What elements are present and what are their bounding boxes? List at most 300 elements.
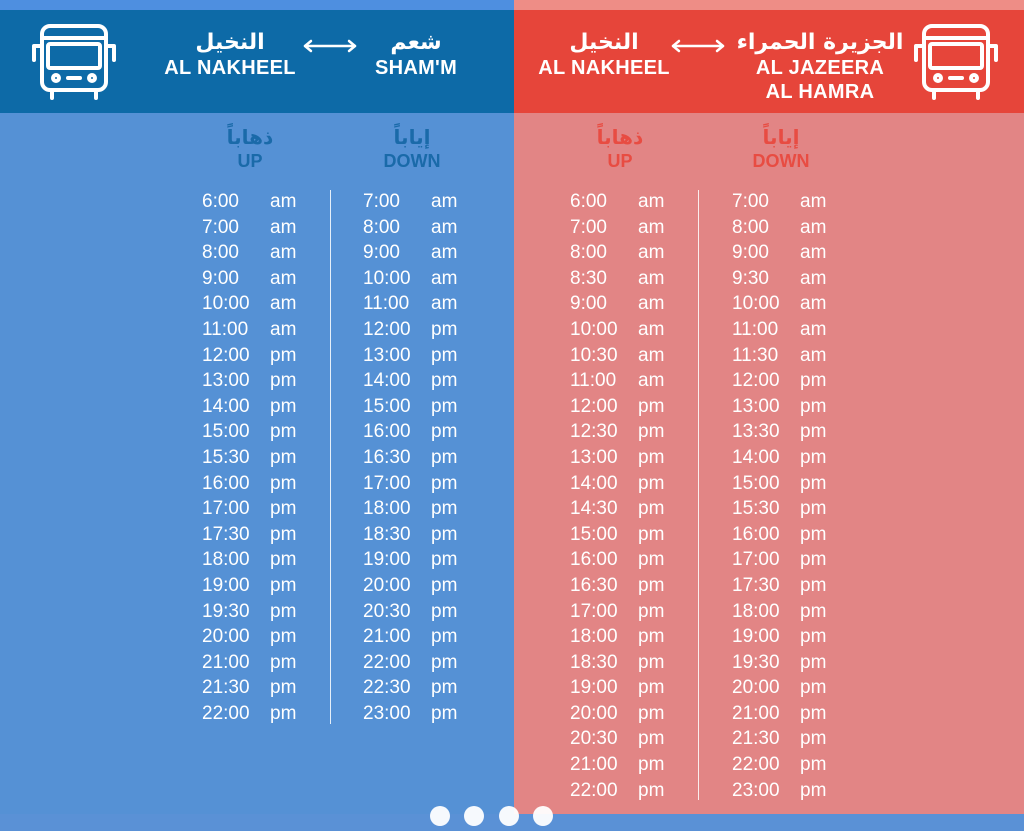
departure-time: 19:00	[202, 574, 250, 596]
am-pm: pm	[638, 651, 665, 673]
am-pm: am	[431, 267, 458, 289]
time-row	[202, 624, 304, 650]
time-row	[363, 496, 465, 522]
route-header	[0, 10, 514, 113]
departure-time: 13:00	[363, 344, 411, 366]
departure-time: 18:00	[570, 626, 618, 648]
am-pm: am	[800, 318, 827, 340]
time-row	[570, 624, 672, 650]
departure-time: 9:30	[732, 267, 769, 289]
departure-time: 21:00	[202, 651, 250, 673]
am-pm: pm	[638, 779, 665, 801]
time-row	[570, 445, 672, 471]
am-pm: pm	[270, 498, 297, 520]
time-row	[732, 189, 834, 215]
departure-time: 23:00	[732, 779, 780, 801]
time-row	[570, 752, 672, 778]
am-pm: am	[270, 318, 297, 340]
departure-time: 21:00	[732, 702, 780, 724]
time-row	[732, 215, 834, 241]
time-row	[732, 266, 834, 292]
column-header-up-ar: ذهاباً	[226, 125, 274, 149]
departure-time: 19:30	[202, 600, 250, 622]
am-pm: pm	[800, 574, 827, 596]
route-panel-nakheel-shamm	[0, 0, 514, 814]
departure-time: 22:30	[363, 677, 411, 699]
departure-time: 18:00	[732, 600, 780, 622]
departure-time: 15:00	[570, 523, 618, 545]
departure-time: 17:30	[732, 574, 780, 596]
departure-time: 19:00	[570, 677, 618, 699]
departure-time: 11:30	[732, 344, 779, 366]
column-divider	[698, 190, 699, 800]
time-row	[732, 445, 834, 471]
timetable-up	[570, 189, 672, 803]
departure-time: 20:00	[570, 702, 618, 724]
am-pm: pm	[800, 446, 827, 468]
time-row	[363, 343, 465, 369]
departure-time: 17:00	[202, 498, 250, 520]
column-header-down-ar: إياباً	[393, 125, 431, 149]
departure-time: 12:00	[732, 370, 780, 392]
time-row	[202, 189, 304, 215]
am-pm: pm	[270, 677, 297, 699]
am-pm: am	[431, 216, 458, 238]
am-pm: pm	[270, 574, 297, 596]
departure-time: 23:00	[363, 702, 411, 724]
time-row	[363, 573, 465, 599]
am-pm: pm	[431, 574, 458, 596]
departure-time: 16:30	[570, 574, 618, 596]
am-pm: am	[638, 370, 665, 392]
departure-time: 14:00	[202, 395, 250, 417]
am-pm: pm	[800, 677, 827, 699]
time-row	[732, 240, 834, 266]
time-row	[570, 522, 672, 548]
am-pm: pm	[800, 754, 827, 776]
departure-time: 21:30	[732, 728, 780, 750]
time-row	[570, 266, 672, 292]
station-from-ar: النخيل	[195, 30, 265, 55]
time-row	[363, 547, 465, 573]
departure-time: 22:00	[732, 754, 780, 776]
departure-time: 10:00	[363, 267, 411, 289]
time-row	[570, 547, 672, 573]
station-to	[346, 30, 486, 80]
time-row	[363, 394, 465, 420]
am-pm: pm	[431, 344, 458, 366]
departure-time: 13:00	[202, 370, 250, 392]
time-row	[732, 368, 834, 394]
am-pm: am	[800, 242, 827, 264]
column-header-down	[352, 125, 472, 173]
am-pm: pm	[431, 370, 458, 392]
time-row	[732, 343, 834, 369]
time-row	[202, 368, 304, 394]
time-row	[570, 419, 672, 445]
time-row	[202, 394, 304, 420]
am-pm: am	[800, 293, 827, 315]
am-pm: am	[638, 267, 665, 289]
time-row	[363, 675, 465, 701]
time-row	[202, 522, 304, 548]
departure-time: 20:30	[570, 728, 618, 750]
am-pm: pm	[800, 702, 827, 724]
am-pm: am	[270, 216, 297, 238]
departure-time: 15:00	[732, 472, 780, 494]
am-pm: pm	[638, 702, 665, 724]
route-header	[514, 10, 1024, 113]
departure-time: 18:30	[570, 651, 618, 673]
time-row	[732, 394, 834, 420]
time-row	[732, 752, 834, 778]
am-pm: pm	[638, 421, 665, 443]
time-row	[570, 317, 672, 343]
am-pm: pm	[270, 370, 297, 392]
am-pm: pm	[800, 472, 827, 494]
time-row	[202, 266, 304, 292]
time-row	[570, 675, 672, 701]
departure-time: 15:30	[732, 498, 780, 520]
departure-time: 15:00	[363, 395, 411, 417]
departure-time: 11:00	[570, 370, 617, 392]
am-pm: pm	[431, 600, 458, 622]
time-row	[202, 240, 304, 266]
time-row	[570, 189, 672, 215]
column-header-up-en: UP	[237, 151, 263, 171]
am-pm: pm	[270, 651, 297, 673]
departure-time: 14:00	[363, 370, 411, 392]
column-header-down-en: DOWN	[752, 151, 810, 171]
am-pm: pm	[270, 702, 297, 724]
time-row	[202, 675, 304, 701]
departure-time: 12:30	[570, 421, 618, 443]
station-to-ar: شعم	[390, 30, 442, 55]
am-pm: pm	[800, 626, 827, 648]
departure-time: 6:00	[570, 191, 607, 212]
column-header-up-en: UP	[607, 151, 633, 171]
time-row	[363, 419, 465, 445]
am-pm: pm	[800, 651, 827, 673]
timetable-down	[363, 189, 465, 726]
time-row	[732, 317, 834, 343]
am-pm: pm	[270, 344, 297, 366]
page-indicator	[430, 806, 563, 831]
am-pm: am	[638, 242, 665, 264]
departure-time: 16:00	[202, 472, 250, 494]
departure-time: 10:30	[570, 344, 618, 366]
time-row	[363, 266, 465, 292]
am-pm: pm	[431, 421, 458, 443]
departure-time: 16:00	[363, 421, 411, 443]
column-divider	[330, 190, 331, 724]
column-header-up	[190, 125, 310, 173]
top-strip	[0, 0, 514, 10]
departure-time: 12:00	[570, 395, 618, 417]
bidirectional-arrow-icon	[670, 39, 726, 58]
am-pm: pm	[638, 498, 665, 520]
departure-time: 8:00	[732, 216, 769, 238]
time-row	[570, 650, 672, 676]
departure-time: 9:00	[732, 242, 769, 264]
am-pm: pm	[270, 421, 297, 443]
time-row	[202, 317, 304, 343]
time-row	[732, 599, 834, 625]
time-row	[732, 522, 834, 548]
am-pm: am	[270, 191, 297, 212]
am-pm: pm	[638, 549, 665, 571]
departure-time: 12:00	[202, 344, 250, 366]
time-row	[732, 573, 834, 599]
time-row	[570, 343, 672, 369]
departure-time: 22:00	[202, 702, 250, 724]
time-row	[202, 471, 304, 497]
time-row	[363, 368, 465, 394]
time-row	[732, 624, 834, 650]
departure-time: 19:30	[732, 651, 780, 673]
bus-icon	[28, 20, 120, 102]
time-row	[363, 215, 465, 241]
am-pm: am	[431, 191, 458, 212]
time-row	[363, 471, 465, 497]
time-row	[202, 701, 304, 727]
time-row	[202, 343, 304, 369]
station-from	[150, 30, 310, 80]
departure-time: 12:00	[363, 318, 411, 340]
time-row	[570, 394, 672, 420]
departure-time: 21:30	[202, 677, 250, 699]
time-row	[732, 675, 834, 701]
departure-time: 17:00	[732, 549, 780, 571]
am-pm: pm	[431, 651, 458, 673]
am-pm: am	[800, 267, 827, 289]
departure-time: 19:00	[732, 626, 780, 648]
am-pm: pm	[800, 421, 827, 443]
am-pm: pm	[800, 498, 827, 520]
am-pm: pm	[638, 677, 665, 699]
time-row	[363, 599, 465, 625]
departure-time: 6:00	[202, 191, 239, 212]
station-from-en: AL NAKHEEL	[538, 57, 670, 79]
time-row	[202, 445, 304, 471]
time-row	[202, 291, 304, 317]
time-row	[570, 778, 672, 804]
am-pm: am	[638, 293, 665, 315]
page-dot[interactable]	[499, 806, 519, 826]
am-pm: pm	[800, 395, 827, 417]
departure-time: 20:00	[202, 626, 250, 648]
am-pm: pm	[800, 549, 827, 571]
time-row	[363, 701, 465, 727]
station-to	[730, 30, 910, 104]
time-row	[732, 419, 834, 445]
departure-time: 15:30	[202, 446, 250, 468]
page-dot[interactable]	[464, 806, 484, 826]
departure-time: 21:00	[363, 626, 411, 648]
time-row	[570, 368, 672, 394]
departure-time: 7:00	[570, 216, 607, 238]
time-row	[732, 547, 834, 573]
station-from	[524, 30, 684, 80]
departure-time: 13:30	[732, 421, 780, 443]
am-pm: am	[638, 318, 665, 340]
departure-time: 9:00	[363, 242, 400, 264]
time-row	[570, 291, 672, 317]
am-pm: pm	[431, 498, 458, 520]
am-pm: pm	[638, 600, 665, 622]
am-pm: pm	[431, 318, 458, 340]
station-from-en: AL NAKHEEL	[164, 57, 296, 79]
time-row	[202, 650, 304, 676]
am-pm: pm	[638, 754, 665, 776]
time-row	[202, 419, 304, 445]
time-row	[202, 547, 304, 573]
departure-time: 21:00	[570, 754, 618, 776]
departure-time: 14:30	[570, 498, 618, 520]
time-row	[732, 496, 834, 522]
am-pm: pm	[638, 728, 665, 750]
am-pm: pm	[270, 446, 297, 468]
departure-time: 18:00	[363, 498, 411, 520]
time-row	[732, 291, 834, 317]
am-pm: am	[431, 293, 458, 315]
departure-time: 15:00	[202, 421, 250, 443]
am-pm: pm	[638, 472, 665, 494]
departure-time: 20:00	[732, 677, 780, 699]
time-row	[202, 496, 304, 522]
time-row	[732, 778, 834, 804]
am-pm: am	[270, 293, 297, 315]
departure-time: 7:00	[363, 191, 400, 212]
am-pm: am	[800, 344, 827, 366]
top-strip	[514, 0, 1024, 10]
departure-time: 13:00	[570, 446, 618, 468]
time-row	[202, 215, 304, 241]
departure-time: 10:00	[732, 293, 780, 315]
time-row	[363, 624, 465, 650]
am-pm: am	[431, 242, 458, 264]
am-pm: pm	[638, 446, 665, 468]
departure-time: 18:00	[202, 549, 250, 571]
departure-time: 22:00	[363, 651, 411, 673]
time-row	[570, 599, 672, 625]
departure-time: 13:00	[732, 395, 780, 417]
departure-time: 22:00	[570, 779, 618, 801]
am-pm: pm	[800, 523, 827, 545]
am-pm: pm	[270, 395, 297, 417]
departure-time: 16:00	[732, 523, 780, 545]
am-pm: am	[638, 344, 665, 366]
am-pm: pm	[431, 702, 458, 724]
am-pm: pm	[270, 523, 297, 545]
am-pm: am	[800, 191, 827, 212]
am-pm: pm	[270, 549, 297, 571]
am-pm: am	[270, 267, 297, 289]
departure-time: 7:00	[732, 191, 769, 212]
time-row	[732, 471, 834, 497]
bus-icon	[910, 20, 1002, 102]
time-row	[363, 317, 465, 343]
departure-time: 11:00	[732, 318, 779, 340]
time-row	[363, 240, 465, 266]
station-to-ar: الجزيرة الحمراء	[736, 30, 904, 55]
am-pm: am	[800, 216, 827, 238]
departure-time: 8:00	[570, 242, 607, 264]
time-row	[363, 522, 465, 548]
am-pm: pm	[800, 600, 827, 622]
departure-time: 20:30	[363, 600, 411, 622]
am-pm: pm	[800, 779, 827, 801]
departure-time: 10:00	[202, 293, 250, 315]
time-row	[732, 701, 834, 727]
departure-time: 9:00	[570, 293, 607, 315]
departure-time: 17:30	[202, 523, 250, 545]
am-pm: pm	[431, 549, 458, 571]
departure-time: 18:30	[363, 523, 411, 545]
am-pm: pm	[431, 626, 458, 648]
departure-time: 8:30	[570, 267, 607, 289]
time-row	[570, 496, 672, 522]
departure-time: 10:00	[570, 318, 618, 340]
am-pm: am	[270, 242, 297, 264]
departure-time: 14:00	[570, 472, 618, 494]
time-row	[570, 240, 672, 266]
departure-time: 16:30	[363, 446, 411, 468]
departure-time: 11:00	[363, 293, 410, 315]
departure-time: 8:00	[202, 242, 239, 264]
timetable-up	[202, 189, 304, 726]
column-header-down-en: DOWN	[383, 151, 441, 171]
am-pm: pm	[431, 446, 458, 468]
route-panel-nakheel-jazeera	[514, 0, 1024, 814]
time-row	[363, 291, 465, 317]
station-to-en: SHAM'M	[374, 57, 458, 79]
departure-time: 7:00	[202, 216, 239, 238]
time-row	[570, 701, 672, 727]
time-row	[363, 445, 465, 471]
am-pm: pm	[638, 626, 665, 648]
am-pm: pm	[638, 523, 665, 545]
am-pm: am	[638, 191, 665, 212]
departure-time: 17:00	[570, 600, 618, 622]
departure-time: 20:00	[363, 574, 411, 596]
page-dot[interactable]	[533, 806, 553, 826]
departure-time: 8:00	[363, 216, 400, 238]
am-pm: pm	[431, 677, 458, 699]
time-row	[202, 599, 304, 625]
departure-time: 17:00	[363, 472, 411, 494]
station-from-ar: النخيل	[569, 30, 639, 55]
am-pm: pm	[431, 472, 458, 494]
am-pm: pm	[270, 600, 297, 622]
station-to-en: AL JAZEERA	[755, 57, 885, 79]
column-header-up-ar: ذهاباً	[596, 125, 644, 149]
departure-time: 19:00	[363, 549, 411, 571]
column-header-down-ar: إياباً	[762, 125, 800, 149]
departure-time: 16:00	[570, 549, 618, 571]
page-dot[interactable]	[430, 806, 450, 826]
am-pm: pm	[270, 626, 297, 648]
time-row	[570, 726, 672, 752]
time-row	[570, 573, 672, 599]
am-pm: am	[638, 216, 665, 238]
station-to-en-line2: AL HAMRA	[765, 81, 875, 103]
am-pm: pm	[638, 395, 665, 417]
column-header-up	[560, 125, 680, 173]
time-row	[363, 189, 465, 215]
am-pm: pm	[270, 472, 297, 494]
time-row	[363, 650, 465, 676]
